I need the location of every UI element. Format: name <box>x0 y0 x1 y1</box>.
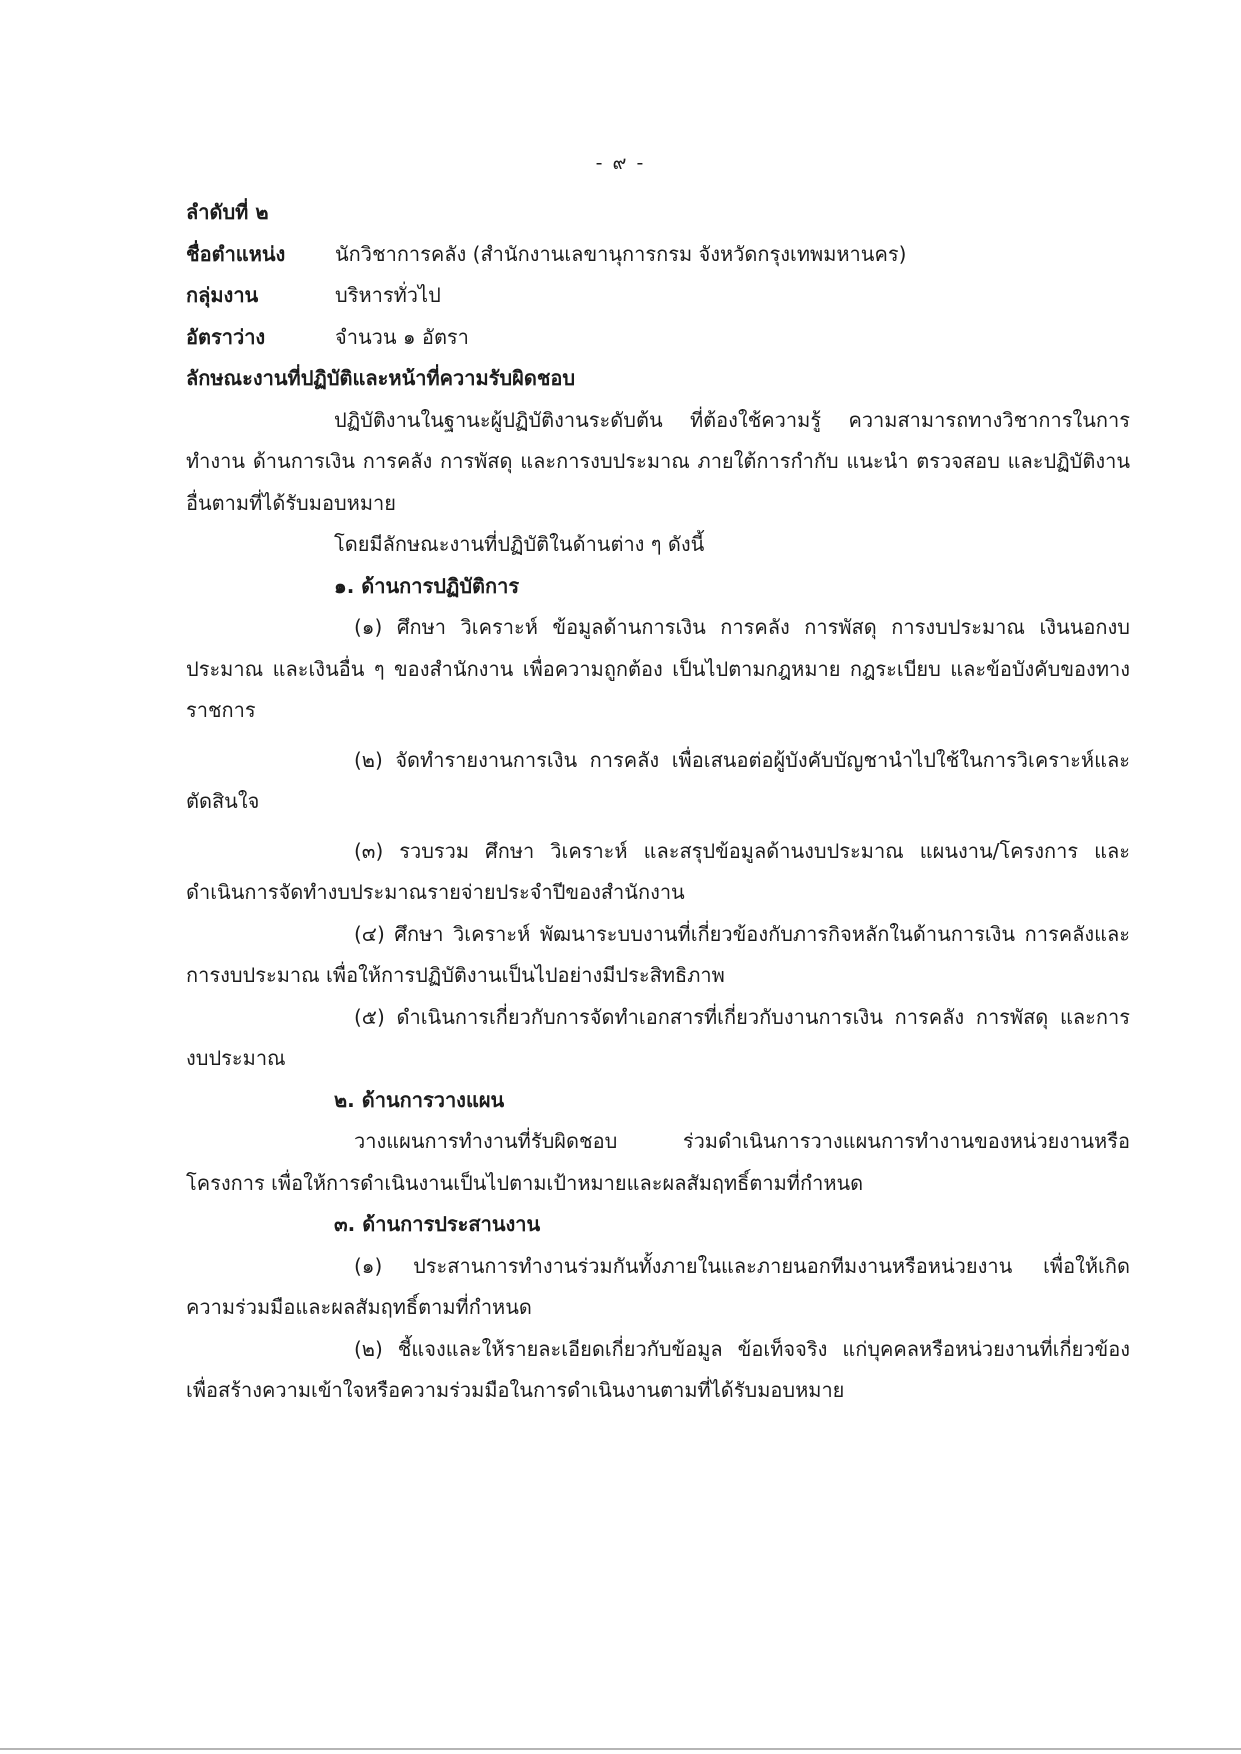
field-label: อัตราว่าง <box>186 324 266 349</box>
duties-heading: ลักษณะงานที่ปฏิบัติและหน้าที่ความรับผิดชอบ <box>186 366 576 390</box>
field-label: กลุ่มงาน <box>186 283 259 307</box>
field-label: ชื่อตำแหน่ง <box>186 241 286 266</box>
section-item: วางแผนการทำงานที่รับผิดชอบ ร่วมดำเนินการวางแผนการทำงานของหน่วยงานหรือโครงการ เพื่อให้การดำเนินงานเป็นไปตามเป้าหมายและผลสัมฤทธิ์ตามที่กำหนด <box>186 1129 1130 1195</box>
field-row-vacancy <box>186 317 1130 359</box>
order-label: ลำดับที่ ๒ <box>186 200 269 224</box>
page-number: - ๙ - <box>595 152 646 174</box>
field-value: บริหารทั่วไป <box>335 283 441 307</box>
section-item: (๑) ศึกษา วิเคราะห์ ข้อมูลด้านการเงิน การคลัง การพัสดุ การงบประมาณ เงินนอกงบประมาณ และเงินอื่น ๆ ของสำนักงาน เพื่อความถูกต้อง เป็นไปตามกฎหมาย กฎระเบียบ และข้อบังคับของทางราชการ <box>186 615 1130 722</box>
field-value: จำนวน ๑ อัตรา <box>335 324 469 349</box>
section-heading: ๑. ด้านการปฏิบัติการ <box>334 573 520 598</box>
section-item: (๔) ศึกษา วิเคราะห์ พัฒนาระบบงานที่เกี่ยวข้องกับภารกิจหลักในด้านการเงิน การคลังและการงบประมาณ เพื่อให้การปฏิบัติงานเป็นไปอย่างมีประสิทธิภาพ <box>186 921 1130 987</box>
field-row-position <box>186 234 1130 276</box>
field-row-group <box>186 275 1130 317</box>
page-edge-divider <box>0 1748 1241 1750</box>
intro-paragraph-2: โดยมีลักษณะงานที่ปฏิบัติในด้านต่าง ๆ ดังนี้ <box>334 532 705 556</box>
intro-paragraph: ปฏิบัติงานในฐานะผู้ปฏิบัติงานระดับต้น ที่ต้องใช้ความรู้ ความสามารถทางวิชาการในการทำงาน ด้านการเงิน การคลัง การพัสดุ และการงบประมาณ ภายใต้การกำกับ แนะนำ ตรวจสอบ และปฏิบัติงานอื่นตามที่ได้รับมอบหมาย <box>186 407 1130 515</box>
field-value: นักวิชาการคลัง (สำนักงานเลขานุการกรม จังหวัดกรุงเทพมหานคร) <box>335 241 907 266</box>
section-heading: ๒. ด้านการวางแผน <box>334 1087 505 1112</box>
section-item: (๒) ชี้แจงและให้รายละเอียดเกี่ยวกับข้อมูล ข้อเท็จจริง แก่บุคคลหรือหน่วยงานที่เกี่ยวข้องเพื่อสร้างความเข้าใจหรือความร่วมมือในการดำเนินงานตามที่ได้รับมอบหมาย <box>186 1336 1130 1402</box>
section-item: (๒) จัดทำรายงานการเงิน การคลัง เพื่อเสนอต่อผู้บังคับบัญชานำไปใช้ในการวิเคราะห์และตัดสินใจ <box>186 747 1130 813</box>
section-item: (๑) ประสานการทำงานร่วมกันทั้งภายในและภายนอกทีมงานหรือหน่วยงาน เพื่อให้เกิดความร่วมมือและผลสัมฤทธิ์ตามที่กำหนด <box>186 1253 1130 1319</box>
section-item: (๓) รวบรวม ศึกษา วิเคราะห์ และสรุปข้อมูลด้านงบประมาณ แผนงาน/โครงการ และดำเนินการจัดทำงบประมาณรายจ่ายประจำปีของสำนักงาน <box>186 838 1130 904</box>
section-heading: ๓. ด้านการประสานงาน <box>334 1212 541 1236</box>
document-body <box>186 192 1130 1412</box>
section-item: (๕) ดำเนินการเกี่ยวกับการจัดทำเอกสารที่เกี่ยวกับงานการเงิน การคลัง การพัสดุ และการงบประมาณ <box>186 1004 1130 1070</box>
